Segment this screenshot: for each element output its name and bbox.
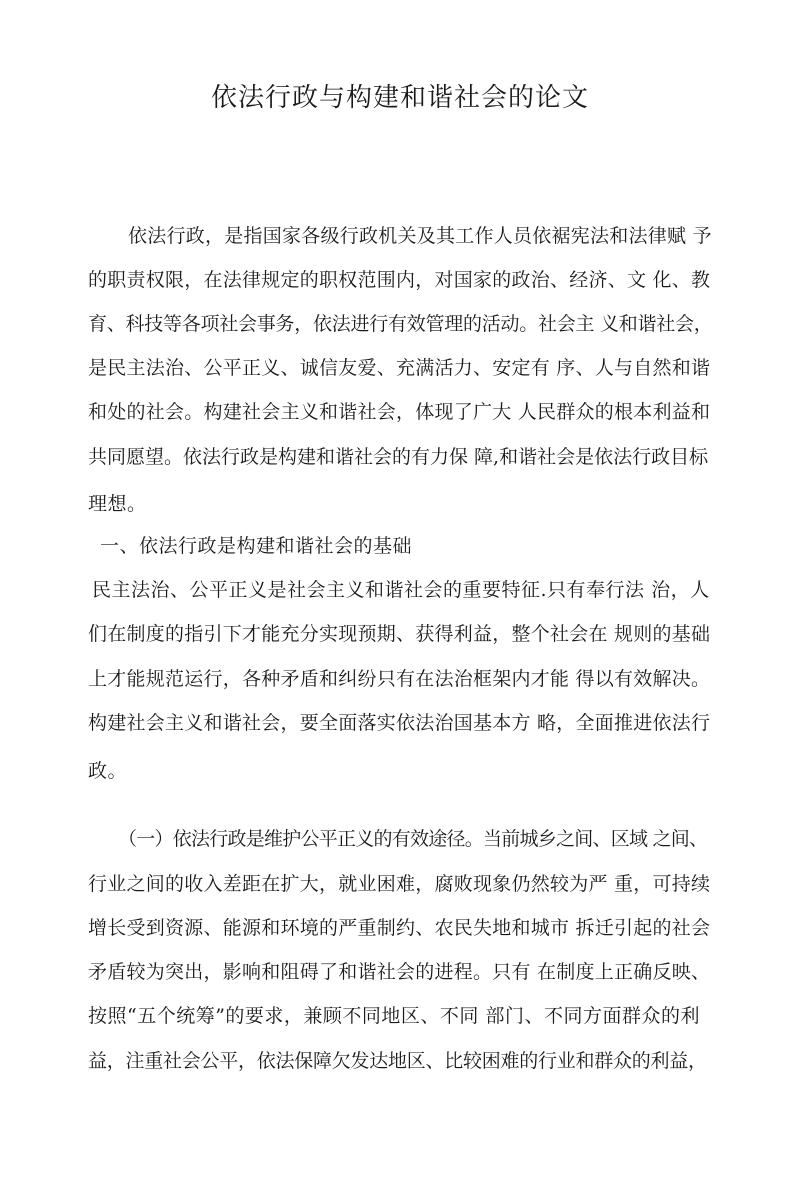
intro-line: 共同愿望。依法行政是构建和谐社会的有力保 障,和谐社会是依法行政目标 <box>88 446 709 468</box>
document-title: 依法行政与构建和谐社会的论文 <box>210 83 589 113</box>
subsection1-line: （一）依法行政是维护公平正义的有效途径。当前城乡之间、区域 之间、 <box>118 828 708 850</box>
intro-line: 的职责权限，在法律规定的职权范围内，对国家的政治、经济、文 化、教 <box>88 269 711 291</box>
intro-line: 和处的社会。构建社会主义和谐社会，体现了广大 人民群众的根本利益和 <box>88 401 711 423</box>
intro-line: 育、科技等各项社会事务，依法进行有效管理的活动。社会主 义和谐社会， <box>88 313 713 335</box>
section1-line: 们在制度的指引下才能充分实现预期、获得利益，整个社会在 规则的基础 <box>88 623 711 645</box>
subsection1-line: 矛盾较为突出，影响和阻碍了和谐社会的进程。只有 在制度上正确反映、 <box>88 961 711 983</box>
subsection1-line: 按照“五个统筹”的要求，兼顾不同地区、不同 部门、不同方面群众的利 <box>88 1005 700 1027</box>
section1-line: 政。 <box>88 760 128 782</box>
intro-line: 是民主法治、公平正义、诚信友爱、充满活力、安定有 序、人与自然和谐 <box>88 357 711 379</box>
section1-line: 构建社会主义和谐社会，要全面落实依法治国基本方 略，全面推进依法行 <box>88 712 711 734</box>
intro-line: 依法行政，是指国家各级行政机关及其工作人员依裾宪法和法律赋 予 <box>128 225 712 247</box>
subsection1-line: 增长受到资源、能源和环境的严重制约、农民失地和城市 拆迁引起的社会 <box>88 917 711 939</box>
subsection1-line: 益，注重社会公平，依法保障欠发达地区、比较困难的行业和群众的利益， <box>88 1050 707 1072</box>
section-heading: 一、依法行政是构建和谐社会的基础 <box>100 535 413 557</box>
section1-line: 民主法治、公平正义是社会主义和谐社会的重要特征.只有奉行法 治，人 <box>92 579 710 601</box>
subsection1-line: 行业之间的收入差距在扩大，就业困难，腐败现象仍然较为严 重，可持续 <box>88 873 711 895</box>
section1-line: 上才能规范运行，各种矛盾和纠纷只有在法治框架内才能 得以有效解决。 <box>88 668 711 690</box>
intro-line: 理想。 <box>88 493 147 515</box>
